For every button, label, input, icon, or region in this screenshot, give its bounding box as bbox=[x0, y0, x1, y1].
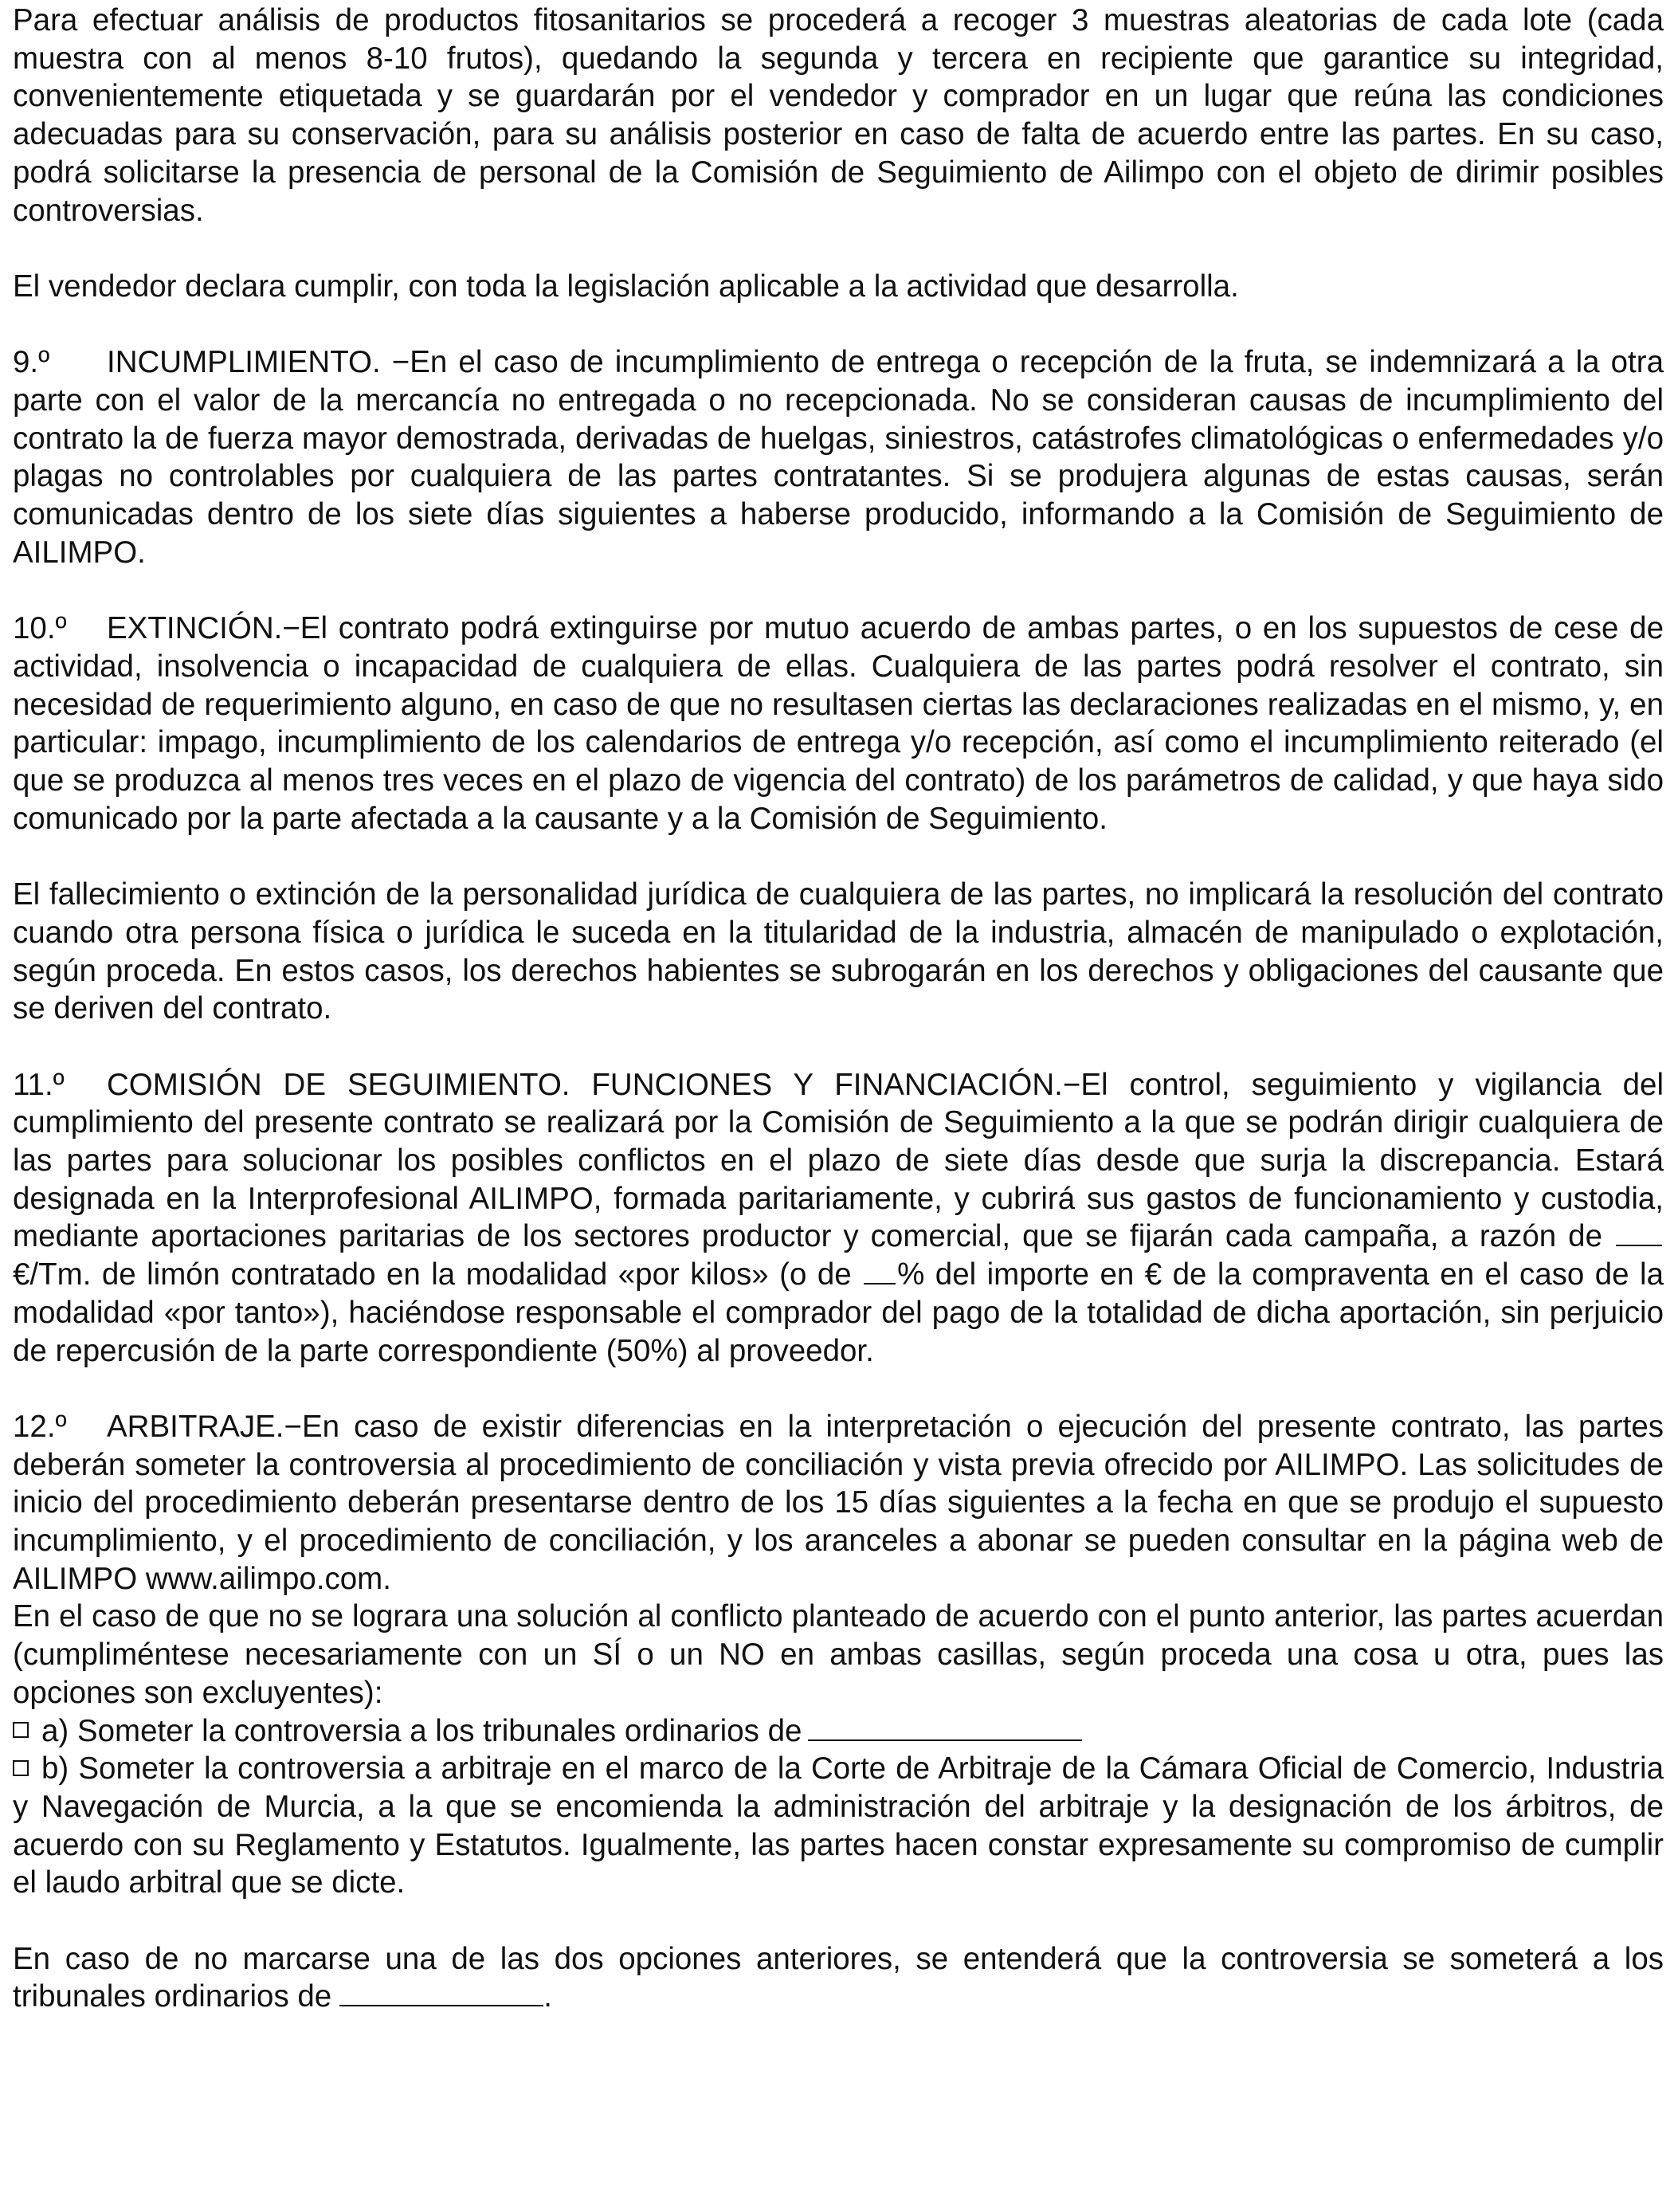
clause-9-incumplimiento bbox=[13, 343, 1664, 571]
blank-tribunales-option-a[interactable] bbox=[808, 1712, 1082, 1741]
document-page bbox=[13, 2, 1664, 2054]
clause-11-number: 11.º bbox=[13, 1067, 65, 1102]
clause-9-text: INCUMPLIMIENTO. −En el caso de incumplimiento de entrega o recepción de la fruta, se indemnizará a la otra parte con el valor de la mercancía no entregada o no recepcionada. No se consideran causas de incumplimiento del contrato la de fuerza mayor demostrada, derivadas de huelgas, siniestros, catástrofes climatológicas o enfermedades y/o plagas no controlables por cualquiera de las partes contratantes. Si se produjera algunas de estas causas, serán comunicadas dentro de los siete días siguientes a haberse producido, informando a la Comisión de Seguimiento de AILIMPO. bbox=[13, 345, 1664, 570]
clause-11-text-c: % del importe en € de la compraventa en el caso de la modalidad «por tanto»), haciéndose responsable el comprador del pago de la totalidad de dicha aportación, sin perjuicio de repercusión de la parte correspondiente (50%) al proveedor. bbox=[13, 1257, 1664, 1368]
option-a-checkbox[interactable] bbox=[13, 1722, 29, 1738]
paragraph-fallecimiento: El fallecimiento o extinción de la personalidad jurídica de cualquiera de las partes, no implicará la resolución del contrato cuando otra persona física o jurídica le suceda en la titularidad de la industria, almacén de manipulado o explotación, según proceda. En estos casos, los derechos habientes se subrogarán en los derechos y obligaciones del causante que se deriven del contrato. bbox=[13, 877, 1664, 1026]
blank-tribunales-final[interactable] bbox=[339, 1978, 543, 2006]
clause-12-text: ARBITRAJE.−En caso de existir diferencias en la interpretación o ejecución del presente contrato, las partes deberán someter la controversia al procedimiento de conciliación y vista previa ofrecido por AILIMPO. Las solicitudes de inicio del procedimiento deberán presentarse dentro de los 15 días siguientes a la fecha en que se produjo el supuesto incumplimiento, y el procedimiento de conciliación, y los aranceles a abonar se pueden consultar en la página web de AILIMPO www.ailimpo.com. bbox=[13, 1409, 1664, 1596]
clause-12-arbitraje bbox=[13, 1408, 1664, 1598]
clause-11-comision bbox=[13, 1066, 1664, 1371]
blank-percent[interactable] bbox=[864, 1256, 896, 1284]
paragraph-caso-conflicto: En el caso de que no se lograra una solución al conflicto planteado de acuerdo con el punto anterior, las partes acuerdan (cumpliméntese necesariamente con un SÍ o un NO en ambas casillas, según proceda una cosa u otra, pues las opciones son excluyentes): bbox=[13, 1599, 1664, 1710]
option-b-text: b) Someter la controversia a arbitraje en el marco de la Corte de Arbitraje de la Cámara Oficial de Comercio, Industria y Navegación de Murcia, a la que se encomienda la administración del arbitraje y la designación de los árbitros, de acuerdo con su Reglamento y Estatutos. Igualmente, las partes hacen constar expresamente su compromiso de cumplir el laudo arbitral que se dicte. bbox=[13, 1751, 1664, 1900]
option-b-checkbox[interactable] bbox=[13, 1760, 29, 1776]
paragraph-final-text: En caso de no marcarse una de las dos opciones anteriores, se entenderá que la controversia se someterá a los tribunales ordinarios de bbox=[13, 1941, 1664, 2014]
clause-11-text-a: COMISIÓN DE SEGUIMIENTO. FUNCIONES Y FINANCIACIÓN.−El control, seguimiento y vigilancia del cumplimiento del presente contrato se realizará por la Comisión de Seguimiento a la que se podrán dirigir cualquiera de las partes para solucionar los posibles conflictos en el plazo de siete días desde que surja la discrepancia. Estará designada en la Interprofesional AILIMPO, formada paritariamente, y cubrirá sus gastos de funcionamiento y custodia, mediante aportaciones paritarias de los sectores productor y comercial, que se fijarán cada campaña, a razón de bbox=[13, 1067, 1664, 1254]
option-b-row bbox=[13, 1750, 1664, 1902]
paragraph-final-end: . bbox=[543, 1979, 552, 2014]
clause-12-number: 12.º bbox=[13, 1409, 67, 1444]
paragraph-final bbox=[13, 1940, 1664, 2016]
option-a-row bbox=[13, 1712, 1664, 1751]
option-a-text: a) Someter la controversia a los tribunales ordinarios de bbox=[41, 1713, 802, 1748]
clause-10-extincion bbox=[13, 610, 1664, 837]
paragraph-fitosanitarios: Para efectuar análisis de productos fitosanitarios se procederá a recoger 3 muestras aleatorias de cada lote (cada muestra con al menos 8-10 frutos), quedando la segunda y tercera en recipiente que garantice su integridad, convenientemente etiquetada y se guardarán por el vendedor y comprador en un lugar que reúna las condiciones adecuadas para su conservación, para su análisis posterior en caso de falta de acuerdo entre las partes. En su caso, podrá solicitarse la presencia de personal de la Comisión de Seguimiento de Ailimpo con el objeto de dirimir posibles controversias. bbox=[13, 3, 1664, 228]
clause-10-number: 10.º bbox=[13, 611, 67, 646]
paragraph-legislacion: El vendedor declara cumplir, con toda la legislación aplicable a la actividad que desarrolla. bbox=[13, 269, 1239, 304]
clause-10-text: EXTINCIÓN.−El contrato podrá extinguirse por mutuo acuerdo de ambas partes, o en los supuestos de cese de actividad, insolvencia o incapacidad de cualquiera de ellas. Cualquiera de las partes podrá resolver el contrato, sin necesidad de requerimiento alguno, en caso de que no resultasen ciertas las declaraciones realizadas en el mismo, y, en particular: impago, incumplimiento de los calendarios de entrega y/o recepción, así como el incumplimiento reiterado (el que se produzca al menos tres veces en el plazo de vigencia del contrato) de los parámetros de calidad, y que haya sido comunicado por la parte afectada a la causante y a la Comisión de Seguimiento. bbox=[13, 611, 1664, 836]
blank-euros-per-tm[interactable] bbox=[1616, 1218, 1662, 1246]
clause-9-number: 9.º bbox=[13, 345, 50, 380]
clause-11-text-b: €/Tm. de limón contratado en la modalidad «por kilos» (o de bbox=[13, 1257, 852, 1292]
